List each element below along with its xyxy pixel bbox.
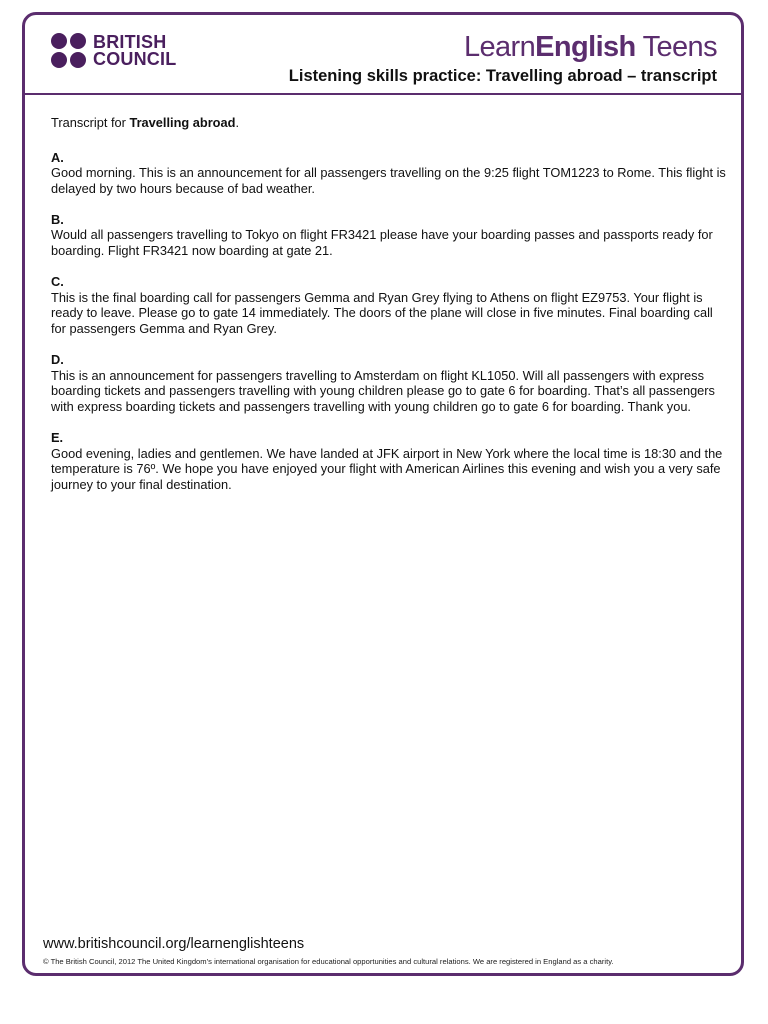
section-text: Good evening, ladies and gentlemen. We have landed at JFK airport in New York where the local time is 18:30 and the temperature is 76º. We hope you have enjoyed your flight with American Airlines this evening and wish you a very safe journey to your final destination.	[51, 445, 723, 492]
intro-suffix: .	[235, 115, 239, 130]
transcript-section-e	[51, 430, 727, 492]
transcript-section-a	[51, 150, 727, 197]
british-council-logo	[51, 33, 176, 69]
transcript-intro	[51, 115, 727, 131]
learnenglish-teens-logo	[464, 31, 717, 64]
section-text: This is the final boarding call for passengers Gemma and Ryan Grey flying to Athens on flight EZ9753. Your flight is ready to leave. Please go to gate 14 immediately. The doors of the plane will close in five minutes. Final boarding call for passengers Gemma and Ryan Grey.	[51, 289, 713, 336]
british-council-dots-icon	[51, 33, 87, 69]
header-divider	[25, 93, 741, 95]
intro-prefix: Transcript for	[51, 115, 130, 130]
section-letter: A.	[51, 149, 64, 165]
page-frame	[22, 12, 744, 976]
section-text: Good morning. This is an announcement for all passengers travelling on the 9:25 flight TOM1223 to Rome. This flight is delayed by two hours because of bad weather.	[51, 165, 726, 196]
section-letter: D.	[51, 352, 64, 368]
footer-legal-notice: © The British Council, 2012 The United Kingdom’s international organisation for educational opportunities and cultural relations. We are registered in England as a charity.	[43, 957, 614, 966]
document-title: Listening skills practice: Travelling abroad – transcript	[288, 67, 717, 85]
transcript-section-b	[51, 212, 727, 259]
footer-website-link[interactable]: www.britishcouncil.org/learnenglishteens	[43, 936, 305, 952]
british-council-logo-line2: COUNCIL	[93, 49, 177, 69]
intro-title: Travelling abroad	[129, 115, 236, 130]
british-council-logo-line1: BRITISH	[93, 32, 167, 52]
learnenglish-logo-bold: English	[535, 31, 636, 63]
transcript-body	[51, 115, 727, 508]
section-text: Would all passengers travelling to Tokyo on flight FR3421 please have your boarding passes and passports ready for boarding. Flight FR3421 now boarding at gate 21.	[51, 227, 713, 259]
section-letter: C.	[51, 274, 64, 290]
section-letter: B.	[51, 211, 64, 227]
transcript-section-c	[51, 274, 727, 336]
transcript-section-d	[51, 352, 727, 414]
section-letter: E.	[51, 429, 64, 445]
learnenglish-logo-suffix: Teens	[635, 31, 717, 63]
section-text: This is an announcement for passengers travelling to Amsterdam on flight KL1050. Will all passengers with express boarding tickets and passengers travelling with young children please go to gate 6 for boarding. That’s all passengers with express boarding tickets and passengers travelling with young children go to gate 6 for boarding. Thank you.	[51, 367, 715, 414]
learnenglish-logo-prefix: Learn	[463, 31, 536, 63]
